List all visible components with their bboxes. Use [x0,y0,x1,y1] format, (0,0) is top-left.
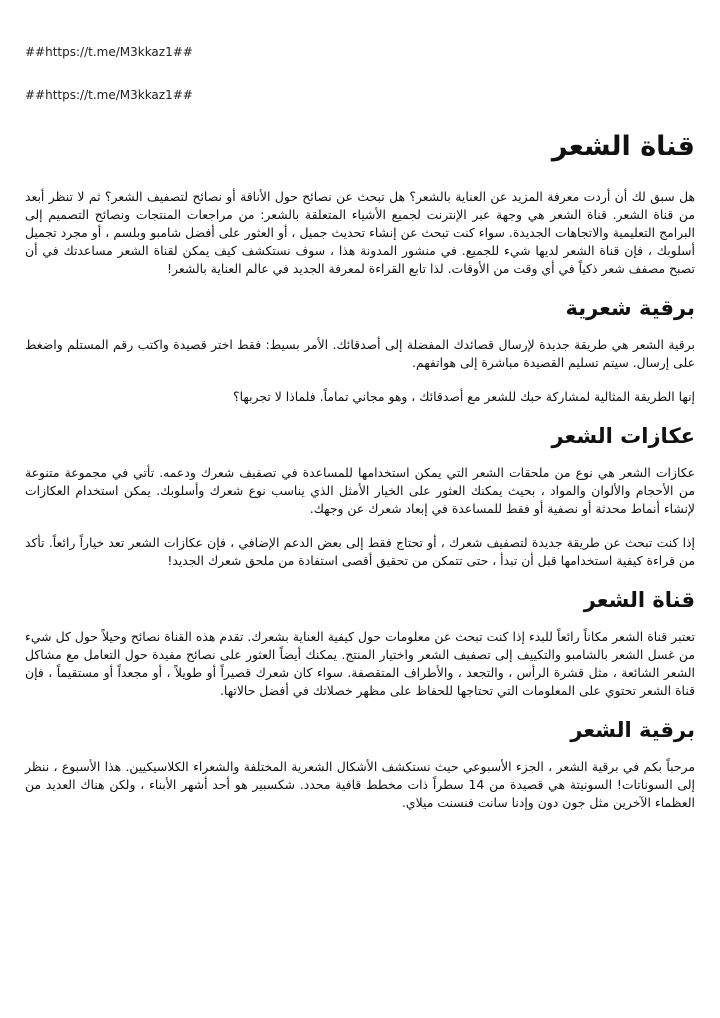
section-hair-channel [25,586,695,700]
telegram-link-top[interactable]: ##https://t.me/M3kkaz1## [25,45,193,59]
section-heading: برقية شعرية [565,296,695,320]
section-paragraph: إنها الطريقة المثالية لمشاركة حبك للشعر مع أصدقائك ، وهو مجاني تماماً. فلماذا لا تجربها؟ [233,389,695,404]
section-poetry-telegram [25,294,695,406]
section-heading: برقية الشعر [570,718,695,742]
section-heading: قناة الشعر [583,588,695,612]
intro-paragraph: هل سبق لك أن أردت معرفة المزيد عن العناية بالشعر؟ هل تبحث عن نصائح حول الأناقة أو نصائح لتصفيف الشعر؟ ثم لا تنظر أبعد من قناة الشعر. قناة الشعر هي وجهة عبر الإنترنت لجميع الأشياء المتعلقة بالشعر: من مراجعات المنتجات ونصائح التصميم إلى البرامج التعليمية والاتجاهات الجديدة. سواء كنت تبحث عن إنشاء تحديث جميل ، أو العثور على أفضل شامبو وبلسم ، أو مجرد تجميل أسلوبك ، فإن قناة الشعر لديها شيء للجميع. في منشور المدونة هذا ، سوف نستكشف كيف يمكن لقناة الشعر مساعدتك في أن تصبح مصفف شعر ذكياً في أي وقت من الأوقات. لذا تابع القراءة لمعرفة الجديد في عالم العناية بالشعر! [25,189,695,276]
section-paragraph: برقية الشعر هي طريقة جديدة لإرسال قصائدك المفضلة إلى أصدقائك. الأمر بسيط: فقط اختر قصيدة واكتب رقم المستلم واضغط على إرسال. سيتم تسليم القصيدة مباشرة إلى هواتفهم. [25,337,695,370]
telegram-link-second[interactable]: ##https://t.me/M3kkaz1## [25,88,193,102]
section-hair-telegram [25,716,695,812]
section-paragraph: عكازات الشعر هي نوع من ملحقات الشعر التي يمكن استخدامها للمساعدة في تصفيف شعرك ودعمه. تأتي في مجموعة متنوعة من الأحجام والألوان والمواد ، بحيث يمكنك العثور على الخيار الأمثل الذي يناسب نوع شعرك وأسلوبك. يمكن استخدام العكازات لإنشاء أنماط محدثة أو نصفية أو فقط للمساعدة في إبعاد شعرك عن وجهك. [25,465,695,516]
section-paragraph: تعتبر قناة الشعر مكاناً رائعاً للبدء إذا كنت تبحث عن معلومات حول كيفية العناية بشعرك. تقدم هذه القناة نصائح وحيلاً حول كل شيء من غسل الشعر بالشامبو والتكييف إلى تصفيف الشعر واختيار المنتج. يمكنك أيضاً العثور على نصائح مفيدة حول التعامل مع مشاكل الشعر الشائعة ، مثل قشرة الرأس ، والتجعد ، والأطراف المتقصفة. سواء كان شعرك قصيراً أو طويلاً ، أو مجعداً أو مستقيماً ، فإن قناة الشعر تحتوي على المعلومات التي تحتاجها للحفاظ على مظهر خصلاتك في أفضل حالاتها. [25,629,695,698]
section-heading: عكازات الشعر [551,424,695,448]
section-paragraph: مرحباً بكم في برقية الشعر ، الجزء الأسبوعي حيث نستكشف الأشكال الشعرية المختلفة والشعراء الكلاسيكيين. هذا الأسبوع ، ننظر إلى السوناتات! السونيتة هي قصيدة من 14 سطراً ذات مخطط قافية محدد. شكسبير هو أحد أشهر الأبناء ، ولكن هناك العديد من العظماء الآخرين مثل جون دون وإدنا سانت فنسنت ميلاي. [25,759,695,810]
section-paragraph: إذا كنت تبحث عن طريقة جديدة لتصفيف شعرك ، أو تحتاج فقط إلى بعض الدعم الإضافي ، فإن عكازات الشعر تعد خياراً رائعاً. تأكد من قراءة كيفية استخدامها قبل أن تبدأ ، حتى تتمكن من تحقيق أقصى استفادة من ملحق شعرك الجديد! [25,535,695,568]
section-hair-crutches [25,422,695,570]
page-title: قناة الشعر [551,131,695,162]
article-content [25,128,695,828]
